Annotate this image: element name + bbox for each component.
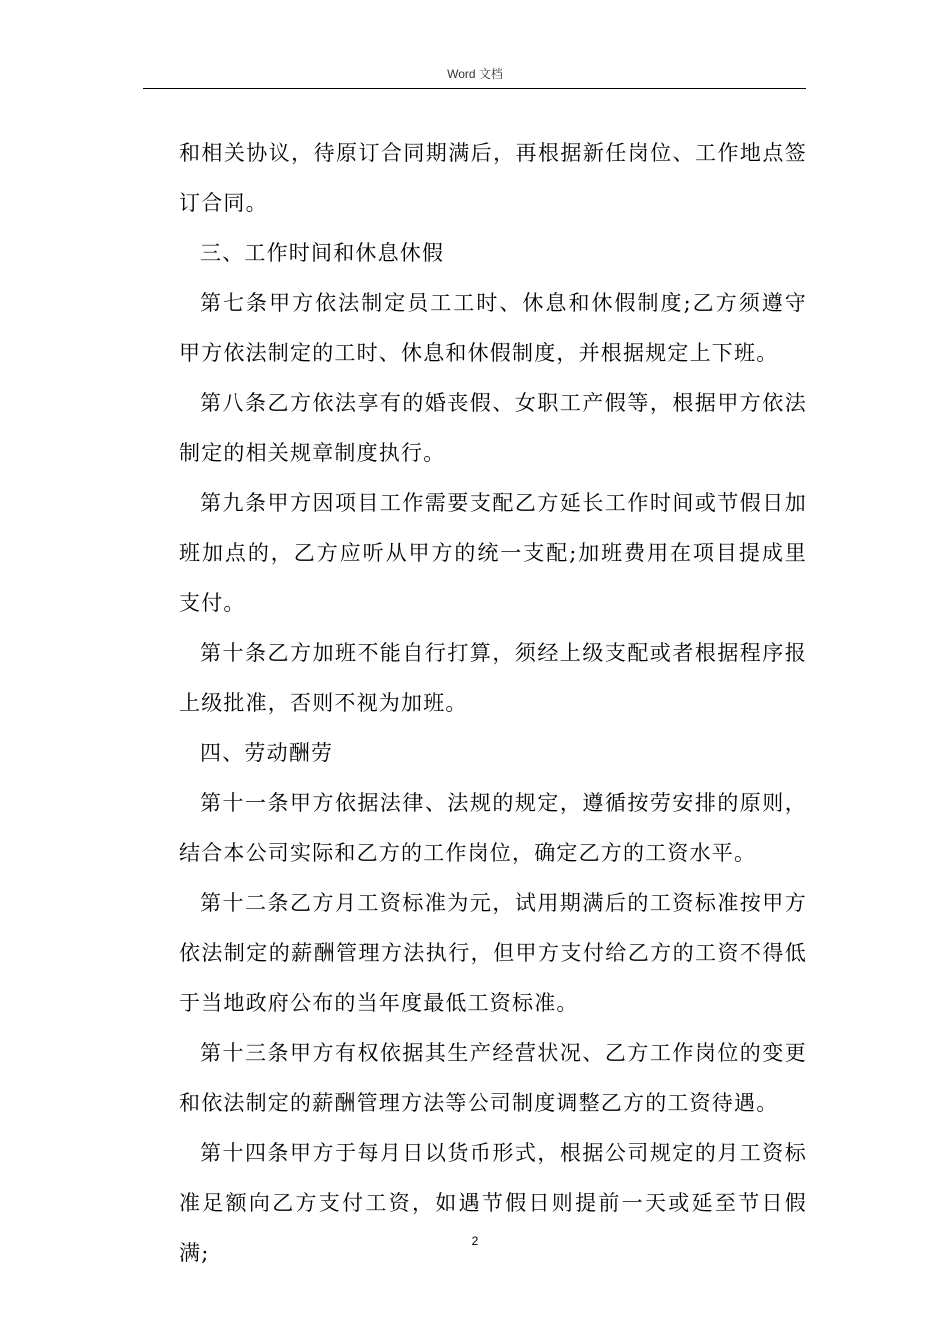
paragraph: 第七条甲方依法制定员工工时、休息和休假制度;乙方须遵守甲方依法制定的工时、休息和休假制度，并根据规定上下班。 bbox=[179, 291, 807, 365]
paragraph: 第九条甲方因项目工作需要支配乙方延长工作时间或节假日加班加点的，乙方应听从甲方的统一支配;加班费用在项目提成里支付。 bbox=[179, 491, 807, 615]
page-number: 2 bbox=[471, 1234, 479, 1248]
paragraph: 第八条乙方依法享有的婚丧假、女职工产假等，根据甲方依法制定的相关规章制度执行。 bbox=[179, 391, 807, 465]
paragraph: 和相关协议，待原订合同期满后，再根据新任岗位、工作地点签订合同。 bbox=[179, 141, 807, 215]
paragraph: 第十二条乙方月工资标准为元，试用期满后的工资标准按甲方依法制定的薪酬管理方法执行，但甲方支付给乙方的工资不得低于当地政府公布的当年度最低工资标准。 bbox=[179, 891, 807, 1015]
paragraph: 第十四条甲方于每月日以货币形式，根据公司规定的月工资标准足额向乙方支付工资，如遇节假日则提前一天或延至节日假满; bbox=[179, 1141, 807, 1265]
header-divider bbox=[143, 88, 806, 89]
paragraph: 第十一条甲方依据法律、法规的规定，遵循按劳安排的原则，结合本公司实际和乙方的工作岗位，确定乙方的工资水平。 bbox=[179, 791, 807, 865]
page-header: Word 文档 bbox=[447, 67, 503, 81]
document-body bbox=[179, 128, 807, 1278]
section-heading: 四、劳动酬劳 bbox=[200, 741, 334, 765]
paragraph: 第十条乙方加班不能自行打算，须经上级支配或者根据程序报上级批准，否则不视为加班。 bbox=[179, 641, 807, 715]
paragraph: 第十三条甲方有权依据其生产经营状况、乙方工作岗位的变更和依法制定的薪酬管理方法等公司制度调整乙方的工资待遇。 bbox=[179, 1041, 807, 1115]
section-heading: 三、工作时间和休息休假 bbox=[200, 241, 445, 265]
